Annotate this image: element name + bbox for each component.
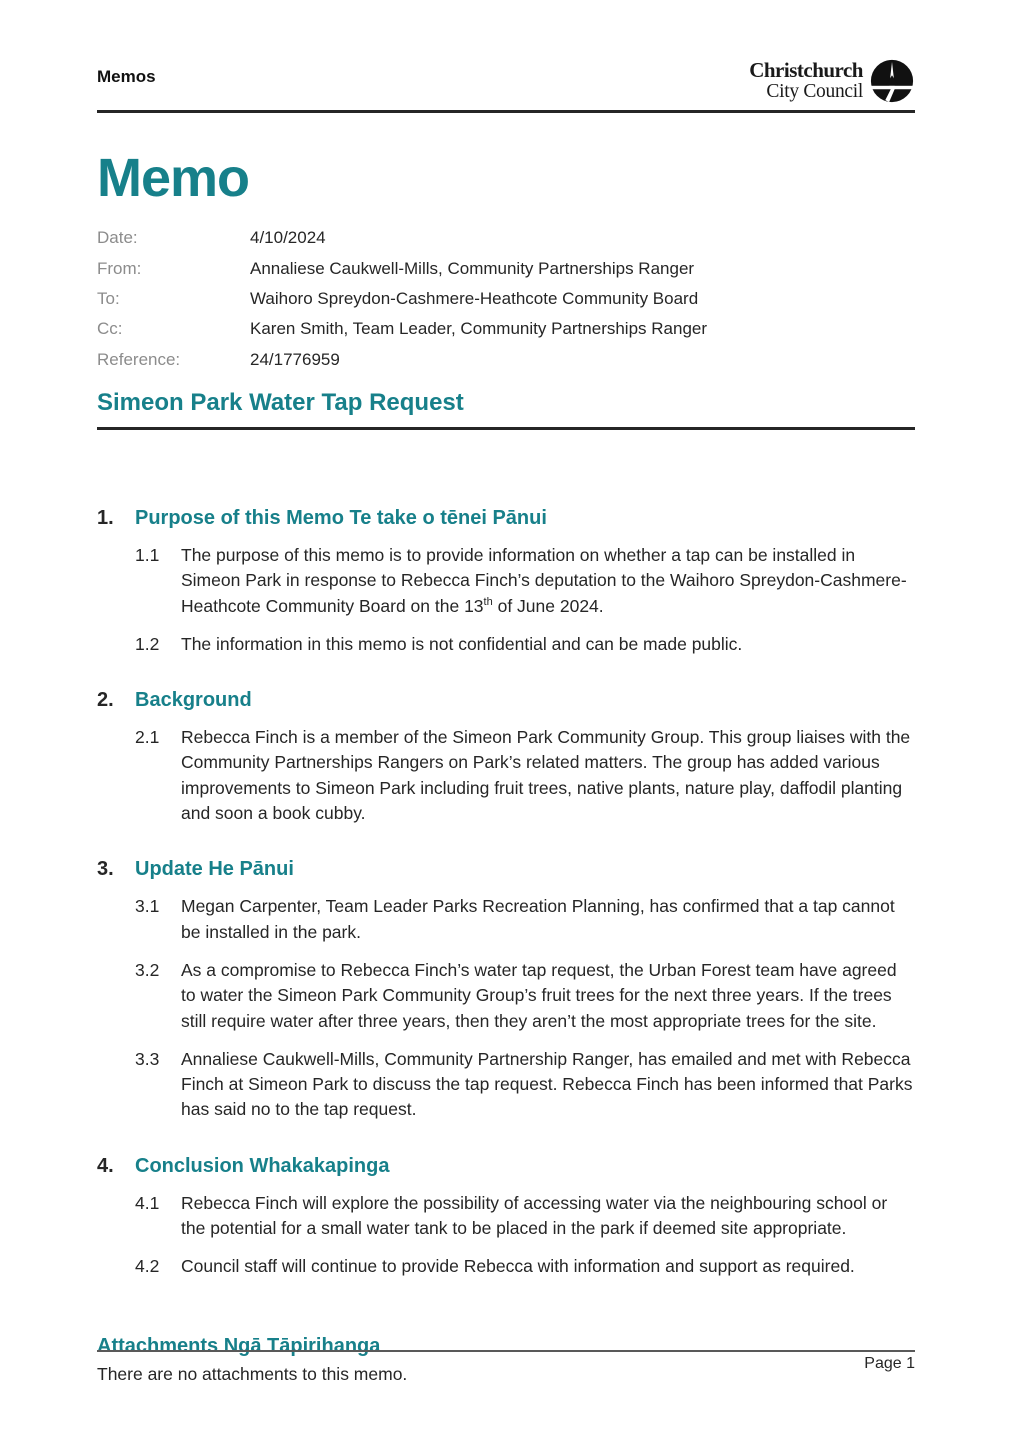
logo-line2: City Council [766,80,863,102]
section-number: 1. [97,506,114,529]
clause-text: As a compromise to Rebecca Finch’s water tap request, the Urban Forest team have agreed to water the Simeon Park Community Group’s fruit trees for the next three years. If the trees still require water after three years, then they aren’t the most appropriate trees for the site. [181,959,897,1031]
clause-number: 4.1 [135,1192,160,1213]
memo-subject: Simeon Park Water Tap Request [97,389,915,430]
meta-row [97,314,915,344]
sections [97,506,915,1280]
meta-row [97,284,915,314]
meta-label: Date: [97,228,138,248]
attachments-heading: Attachments Ngā Tāpirihanga [97,1334,381,1357]
section-heading [97,857,915,881]
cathedral-crest-icon [869,58,915,104]
meta-row [97,223,915,253]
clause [135,725,915,826]
clause-text: Annaliese Caukwell-Mills, Community Partnership Ranger, has emailed and met with Rebecca Finch at Simeon Park to discuss the tap request. Rebecca Finch has been informed that Parks has said no to the tap request. [181,1048,913,1120]
meta-table [97,223,915,375]
section-heading-text: Update He Pānui [135,858,294,881]
clause-number: 3.1 [135,896,160,917]
clause [135,894,915,945]
meta-value: Waihoro Spreydon-Cashmere-Heathcote Community Board [250,288,699,308]
clause [135,632,915,657]
section-heading-text: Purpose of this Memo Te take o tēnei Pānui [135,506,547,529]
superscript: th [483,595,493,608]
clause [135,958,915,1034]
clause-text: Megan Carpenter, Team Leader Parks Recreation Planning, has confirmed that a tap cannot be installed in the park. [181,896,895,942]
meta-row [97,345,915,375]
section-number: 4. [97,1154,114,1177]
page-title: Memo [97,148,250,208]
page-number: Page 1 [864,1355,915,1372]
section [97,1154,915,1280]
clause-text: Rebecca Finch will explore the possibility of accessing water via the neighbouring school or the potential for a small water tank to be placed in the park if deemed site appropriate. [181,1192,888,1238]
section-heading [97,688,915,712]
clause-text: Rebecca Finch is a member of the Simeon Park Community Group. This group liaises with the Community Partnerships Rangers on Park’s related matters. The group has added various improvements to Simeon Park including fruit trees, native plants, nature play, daffodil planting and soon a book cubby. [181,727,911,824]
council-logo [749,58,915,104]
logo-line1: Christchurch [749,58,863,83]
meta-value: 4/10/2024 [250,228,326,248]
meta-value: 24/1776959 [250,349,340,369]
clause-number: 1.1 [135,544,160,565]
attachments-body: There are no attachments to this memo. [97,1363,408,1384]
clause-text: The purpose of this memo is to provide information on whether a tap can be installed in Simeon Park in response to Rebecca Finch’s deputation to the Waihoro Spreydon-Cashmere-Heathcote Community Board on the 13th of June 2024. [181,544,907,616]
section [97,857,915,1122]
clause [135,1191,915,1242]
page-header [97,0,915,113]
section-heading-text: Conclusion Whakakapinga [135,1154,390,1177]
meta-label: To: [97,288,120,308]
meta-value: Annaliese Caukwell-Mills, Community Partnerships Ranger [250,258,695,278]
section [97,506,915,657]
council-logo-wordmark [749,60,863,101]
clause [135,543,915,619]
section-heading [97,1154,915,1178]
clause-number: 3.3 [135,1048,160,1069]
section-number: 2. [97,689,114,712]
clause-text: The information in this memo is not confidential and can be made public. [181,633,743,654]
clause-number: 1.2 [135,633,160,654]
meta-value: Karen Smith, Team Leader, Community Partnerships Ranger [250,319,708,339]
section-heading [97,506,915,530]
page-footer [97,1350,915,1373]
clause-number: 2.1 [135,727,160,748]
meta-label: Reference: [97,349,181,369]
meta-row [97,253,915,283]
clause-number: 4.2 [135,1256,160,1277]
section [97,688,915,826]
clause [135,1047,915,1123]
doc-type-label: Memos [97,67,156,86]
clause-text: Council staff will continue to provide Rebecca with information and support as required. [181,1256,855,1277]
clause [135,1254,915,1279]
meta-label: Cc: [97,319,123,339]
clause-number: 3.2 [135,959,160,980]
section-heading-text: Background [135,689,252,712]
section-number: 3. [97,858,114,881]
meta-label: From: [97,258,142,278]
